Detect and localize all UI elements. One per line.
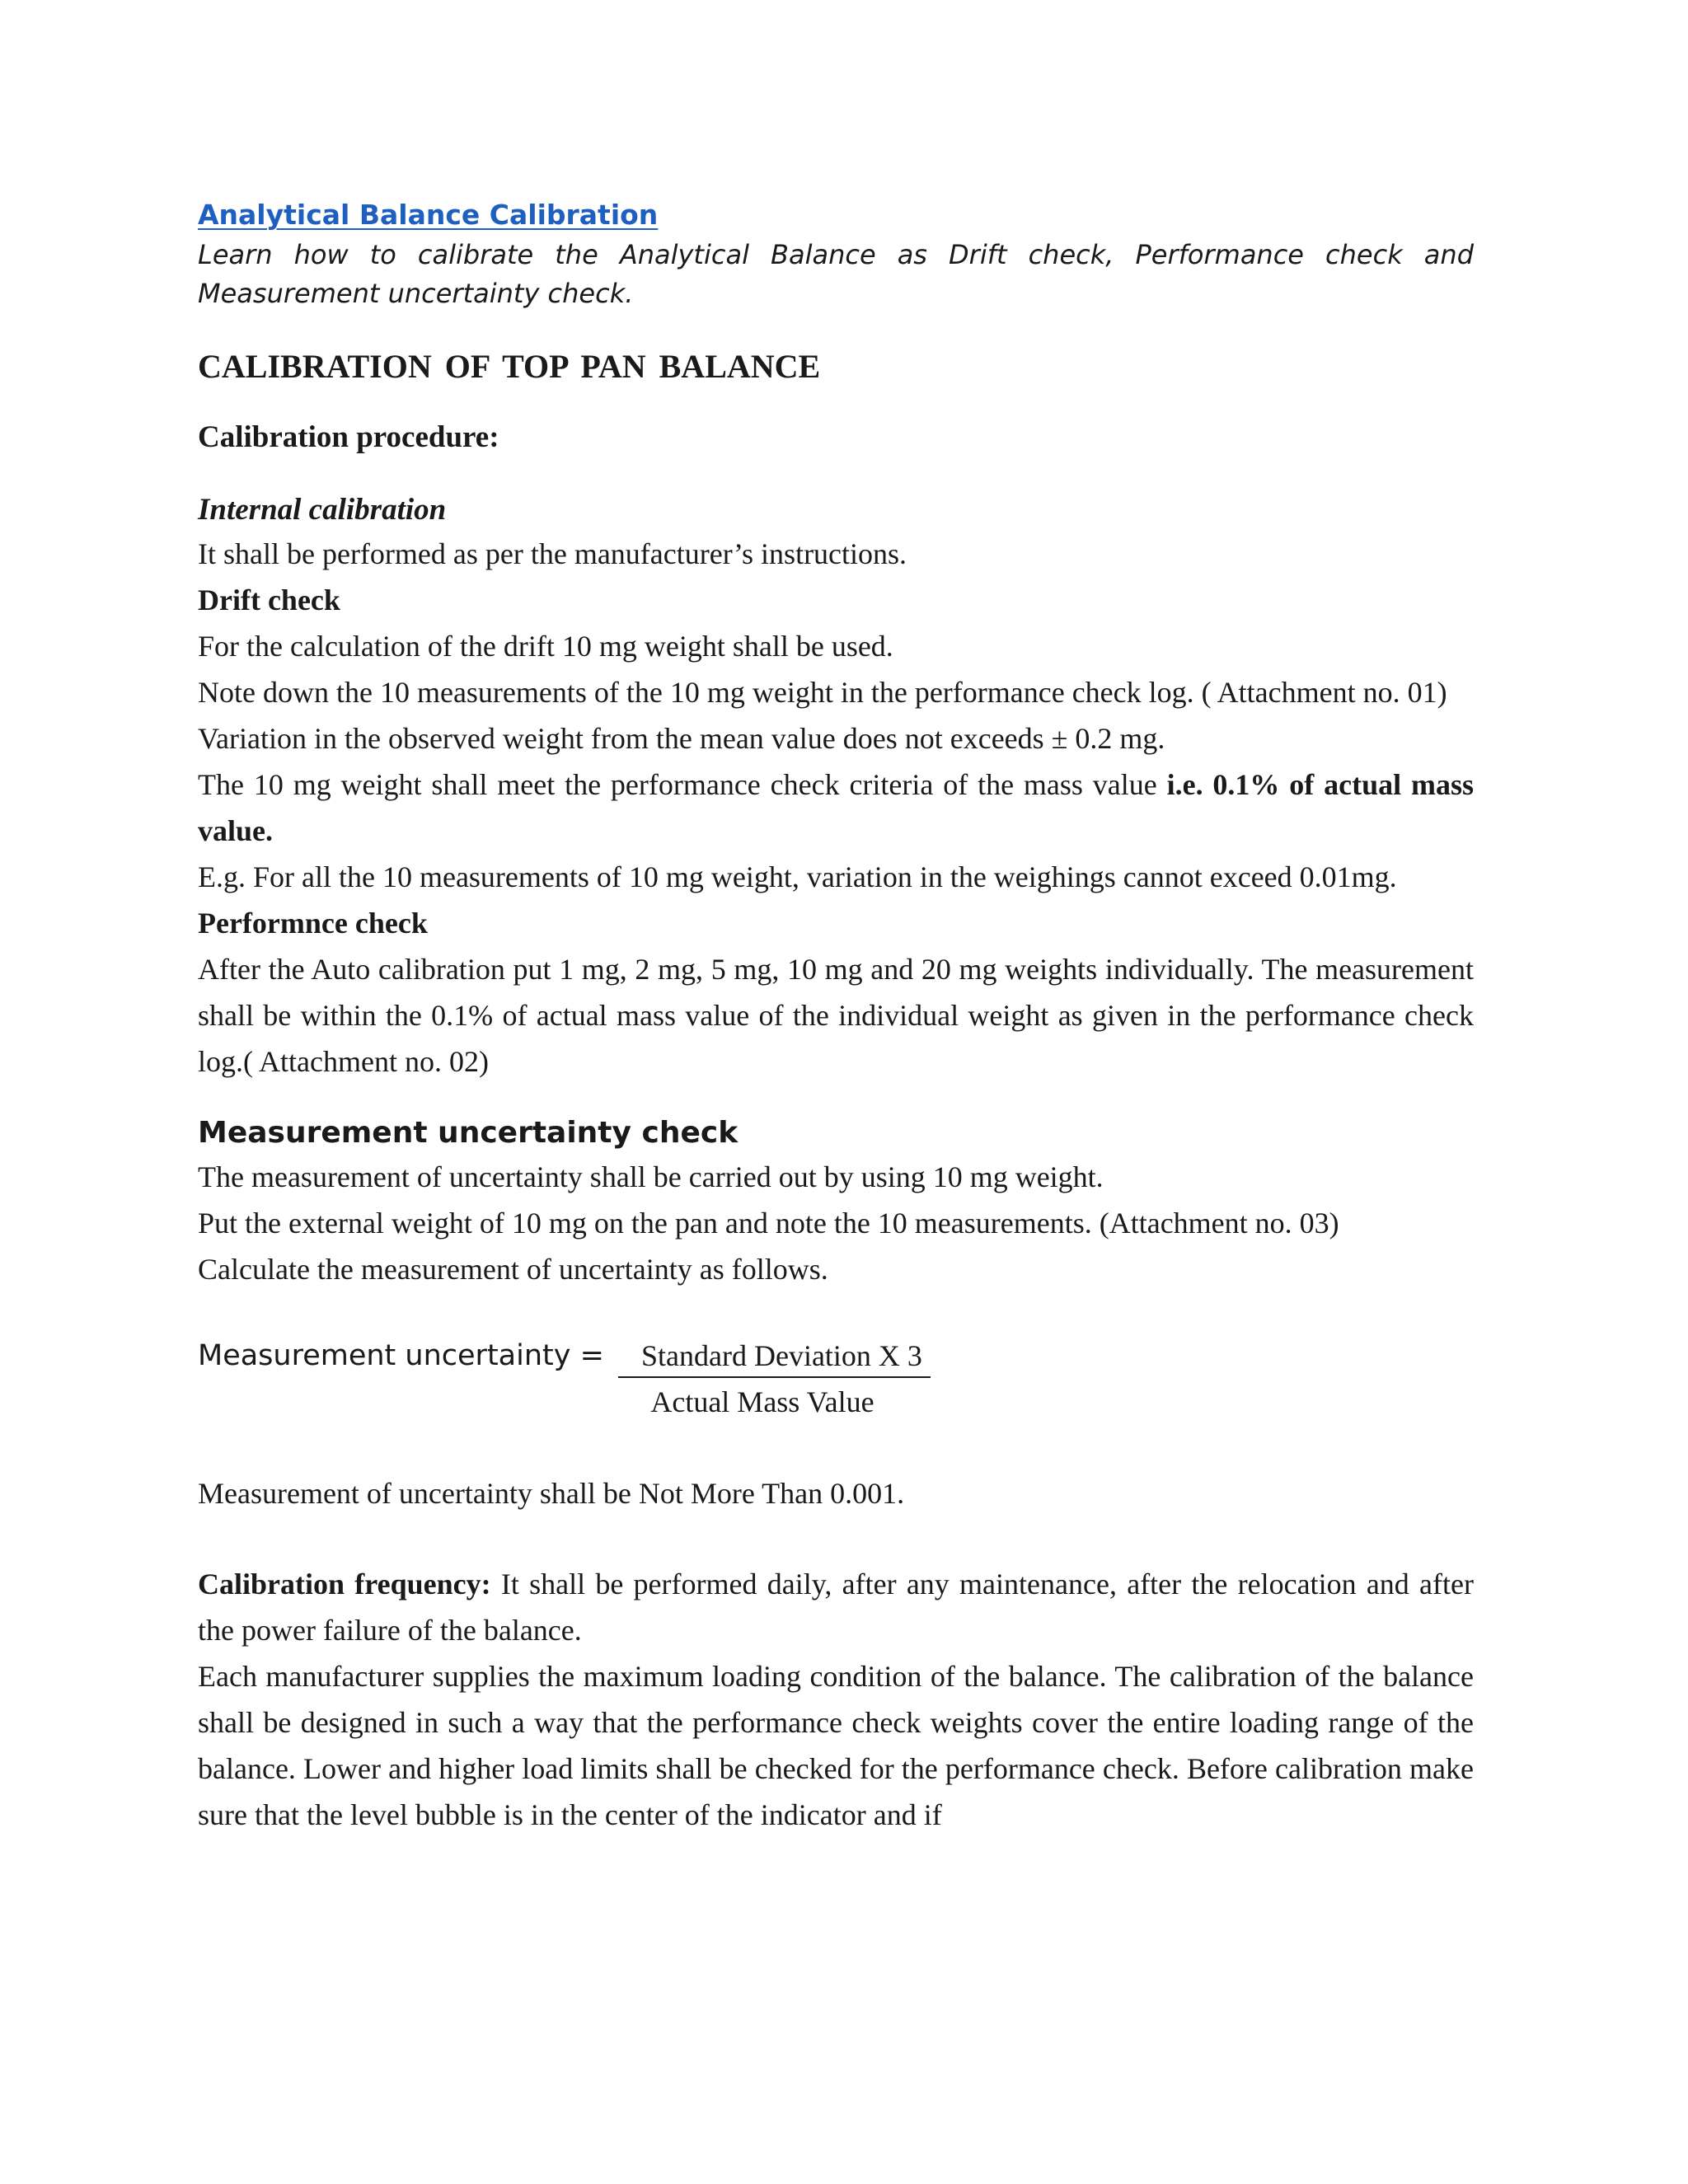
uncertainty-paragraph-3: Calculate the measurement of uncertainty as follows. (198, 1253, 828, 1286)
drift-paragraph-2: Note down the 10 measurements of the 10 mg weight in the performance check log. ( Attachment no. 01) (198, 676, 1447, 709)
subtitle: Learn how to calibrate the Analytical Balance as Drift check, Performance check and Measurement uncertainty check. (198, 239, 1474, 309)
drift-paragraph-3: Variation in the observed weight from the mean value does not exceeds ± 0.2 mg. (198, 722, 1165, 755)
frequency-paragraph (198, 1561, 1474, 1653)
internal-calibration-text: It shall be performed as per the manufacturer’s instructions. (198, 537, 907, 570)
formula-label: Measurement uncertainty = (198, 1339, 604, 1372)
internal-calibration-heading: Internal calibration (198, 493, 447, 527)
drift-paragraph-4 (198, 762, 1474, 854)
uncertainty-heading: Measurement uncertainty check (198, 1116, 738, 1150)
drift-paragraph-5: E.g. For all the 10 measurements of 10 mg weight, variation in the weighings cannot exceed 0.01mg. (198, 860, 1397, 893)
performance-check-heading: Performnce check (198, 907, 428, 940)
drift-paragraph-1: For the calculation of the drift 10 mg weight shall be used. (198, 630, 893, 663)
uncertainty-paragraph-1: The measurement of uncertainty shall be carried out by using 10 mg weight. (198, 1160, 1104, 1193)
formula-numerator: Standard Deviation X 3 (618, 1335, 931, 1378)
title-link[interactable]: Analytical Balance Calibration (198, 199, 659, 231)
drift-check-heading: Drift check (198, 583, 340, 616)
frequency-label: Calibration frequency: (198, 1568, 491, 1601)
frequency-text: It shall be performed daily, after any maintenance, after the relocation and after the power failure of the balance. (198, 1568, 1474, 1647)
formula-denominator: Actual Mass Value (650, 1385, 874, 1418)
main-heading: CALIBRATION OF TOP PAN BALANCE (198, 348, 821, 385)
drift-paragraph-4-text: The 10 mg weight shall meet the performance check criteria of the mass value (198, 768, 1167, 801)
performance-check-text: After the Auto calibration put 1 mg, 2 mg, 5 mg, 10 mg and 20 mg weights individually. The measurement shall be within the 0.1% of actual mass value of the individual weight as given in the performance check log.( Attachment no. 02) (198, 953, 1474, 1078)
frequency-paragraph-2: Each manufacturer supplies the maximum loading condition of the balance. The calibration of the balance shall be designed in such a way that the performance check weights cover the entire loading range of the balance. Lower and higher load limits shall be checked for the performance check. Before calibration make sure that the level bubble is in the center of the indicator and if (198, 1660, 1474, 1831)
document-page (198, 194, 1474, 1838)
procedure-heading: Calibration procedure: (198, 420, 499, 454)
uncertainty-limit: Measurement of uncertainty shall be Not More Than 0.001. (198, 1477, 905, 1510)
drift-paragraph-4-bold: i.e. 0.1% of actual mass value. (198, 768, 1475, 847)
uncertainty-formula (198, 1335, 1474, 1426)
uncertainty-paragraph-2: Put the external weight of 10 mg on the pan and note the 10 measurements. (Attachment no. 03) (198, 1207, 1339, 1240)
